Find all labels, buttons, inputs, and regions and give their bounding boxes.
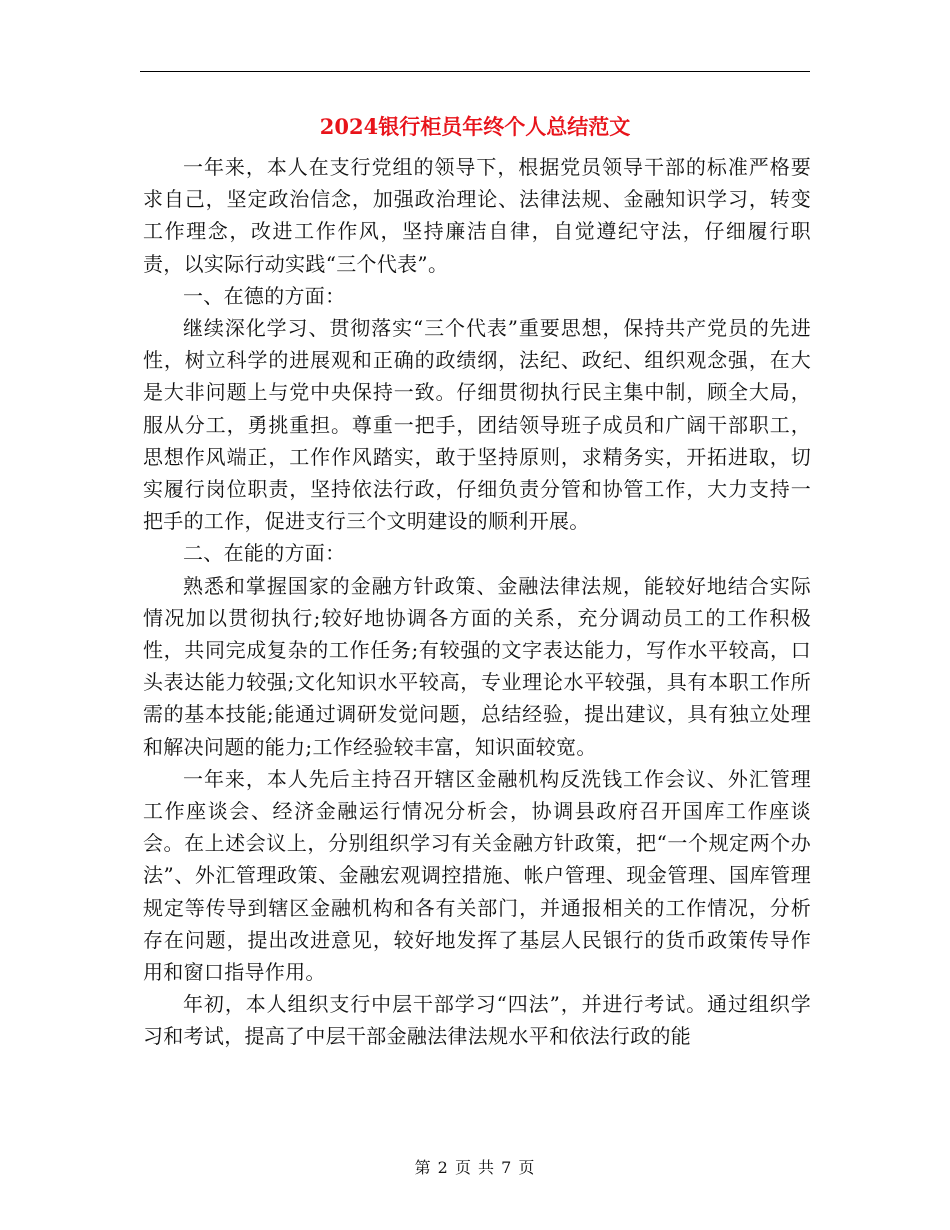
paragraph-ability: 熟悉和掌握国家的金融方针政策、金融法律法规，能较好地结合实际情况加以贯彻执行;较好地协调各方面的关系，充分调动员工的工作积极性，共同完成复杂的工作任务;有较强的文字表达能力，写作水平较高，口头表达能力较强;文化知识水平较高，专业理论水平较强，具有本职工作所需的基本技能;能通过调研发觉问题，总结经验，提出建议，具有独立处理和解决问题的能力;工作经验较丰富，知识面较宽。 [143,573,811,759]
page-number: 第 2 页 共 7 页 [414,1158,536,1177]
document-title: 2024银行柜员年终个人总结范文 [319,114,631,139]
document-body [143,151,811,1053]
paragraph-meetings: 一年来，本人先后主持召开辖区金融机构反洗钱工作会议、外汇管理工作座谈会、经济金融运行情况分析会，协调县政府召开国库工作座谈会。在上述会议上，分别组织学习有关金融方针政策，把“一个规定两个办法”、外汇管理政策、金融宏观调控措施、帐户管理、现金管理、国库管理规定等传导到辖区金融机构和各有关部门，并通报相关的工作情况，分析存在问题，提出改进意见，较好地发挥了基层人民银行的货币政策传导作用和窗口指导作用。 [143,766,811,985]
paragraph-intro: 一年来，本人在支行党组的领导下，根据党员领导干部的标准严格要求自己，坚定政治信念，加强政治理论、法律法规、金融知识学习，转变工作理念，改进工作作风，坚持廉洁自律，自觉遵纪守法，仔细履行职责，以实际行动实践“三个代表”。 [143,155,811,276]
header-rule [140,71,810,72]
paragraph-virtue: 继续深化学习、贯彻落实“三个代表”重要思想，保持共产党员的先进性，树立科学的进展观和正确的政绩纲，法纪、政纪、组织观念强，在大是大非问题上与党中央保持一致。仔细贯彻执行民主集中制，顾全大局，服从分工，勇挑重担。尊重一把手，团结领导班子成员和广阔干部职工，思想作风端正，工作作风踏实，敢于坚持原则，求精务实，开拓进取，切实履行岗位职责，坚持依法行政，仔细负责分管和协管工作，大力支持一把手的工作，促进支行三个文明建设的顺利开展。 [143,316,811,534]
section-heading-ability: 二、在能的方面： [183,541,346,566]
section-heading-virtue: 一、在德的方面： [183,283,346,308]
paragraph-training: 年初，本人组织支行中层干部学习“四法”，并进行考试。通过组织学习和考试，提高了中层干部金融法律法规水平和依法行政的能 [143,992,811,1049]
